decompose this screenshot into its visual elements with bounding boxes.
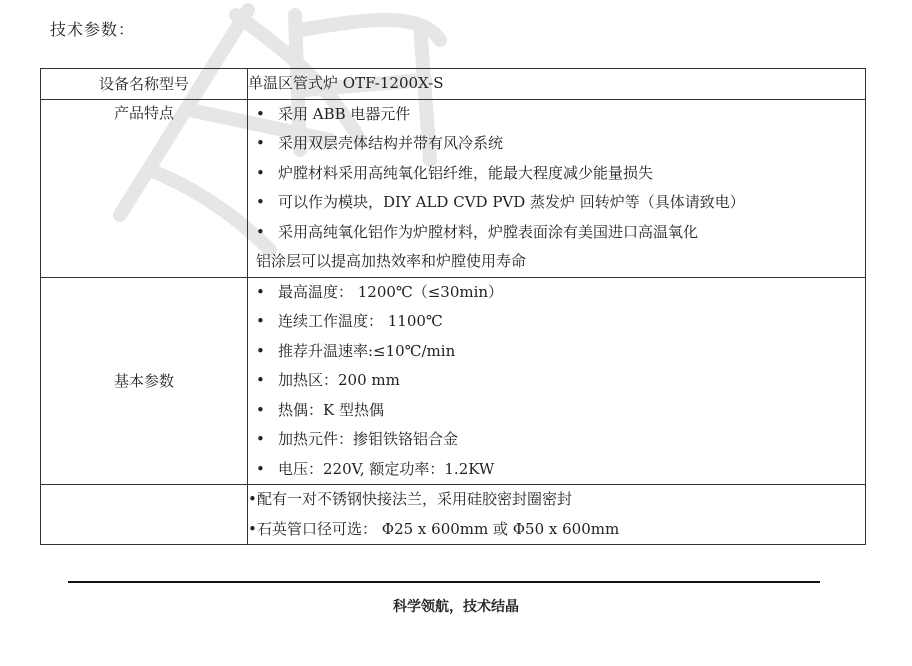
param-item: • 推荐升温速率:≤10℃/min (248, 337, 865, 367)
table-row (41, 277, 866, 485)
accessory-item: • 配有一对不锈钢快接法兰，采用硅胶密封圈密封 (248, 485, 865, 515)
spec-table (40, 68, 866, 545)
table-row (41, 69, 866, 100)
feature-item-continued: 铝涂层可以提高加热效率和炉膛使用寿命 (256, 252, 527, 270)
param-item: • 连续工作温度： 1100℃ (248, 307, 865, 337)
param-item: • 加热元件：掺钼铁铬铝合金 (248, 425, 865, 455)
row-label-basic-params: 基本参数 (41, 277, 248, 485)
footer-divider (68, 581, 820, 583)
row-value-accessories (248, 485, 866, 545)
feature-item: • 采用双层壳体结构并带有风冷系统 (248, 129, 865, 159)
param-item: • 热偶：K 型热偶 (248, 396, 865, 426)
model-value: 单温区管式炉 OTF-1200X-S (248, 74, 444, 92)
feature-item: • 炉膛材料采用高纯氧化铝纤维，能最大程度减少能量损失 (248, 159, 865, 189)
table-row (41, 485, 866, 545)
table-row (41, 99, 866, 277)
footer-slogan: 科学领航，技术结晶 (393, 599, 519, 615)
row-value-basic-params (248, 277, 866, 485)
row-label-features: 产品特点 (41, 99, 248, 277)
param-item: • 电压：220V, 额定功率：1.2KW (248, 455, 865, 485)
param-item: • 最高温度： 1200℃（≤30min） (248, 278, 865, 308)
feature-item: • 可以作为模块，DIY ALD CVD PVD 蒸发炉 回转炉等（具体请致电） (248, 188, 865, 218)
section-title: 技术参数： (50, 20, 136, 39)
row-label-accessories (41, 485, 248, 545)
feature-item: • 采用 ABB 电器元件 (248, 100, 865, 130)
param-item: • 加热区：200 mm (248, 366, 865, 396)
row-value-model (248, 69, 866, 100)
feature-item: • 采用高纯氧化铝作为炉膛材料，炉膛表面涂有美国进口高温氧化 (248, 218, 865, 248)
row-label-model: 设备名称型号 (41, 69, 248, 100)
accessory-item: • 石英管口径可选： Φ25 x 600mm 或 Φ50 x 600mm (248, 515, 865, 545)
row-value-features (248, 99, 866, 277)
